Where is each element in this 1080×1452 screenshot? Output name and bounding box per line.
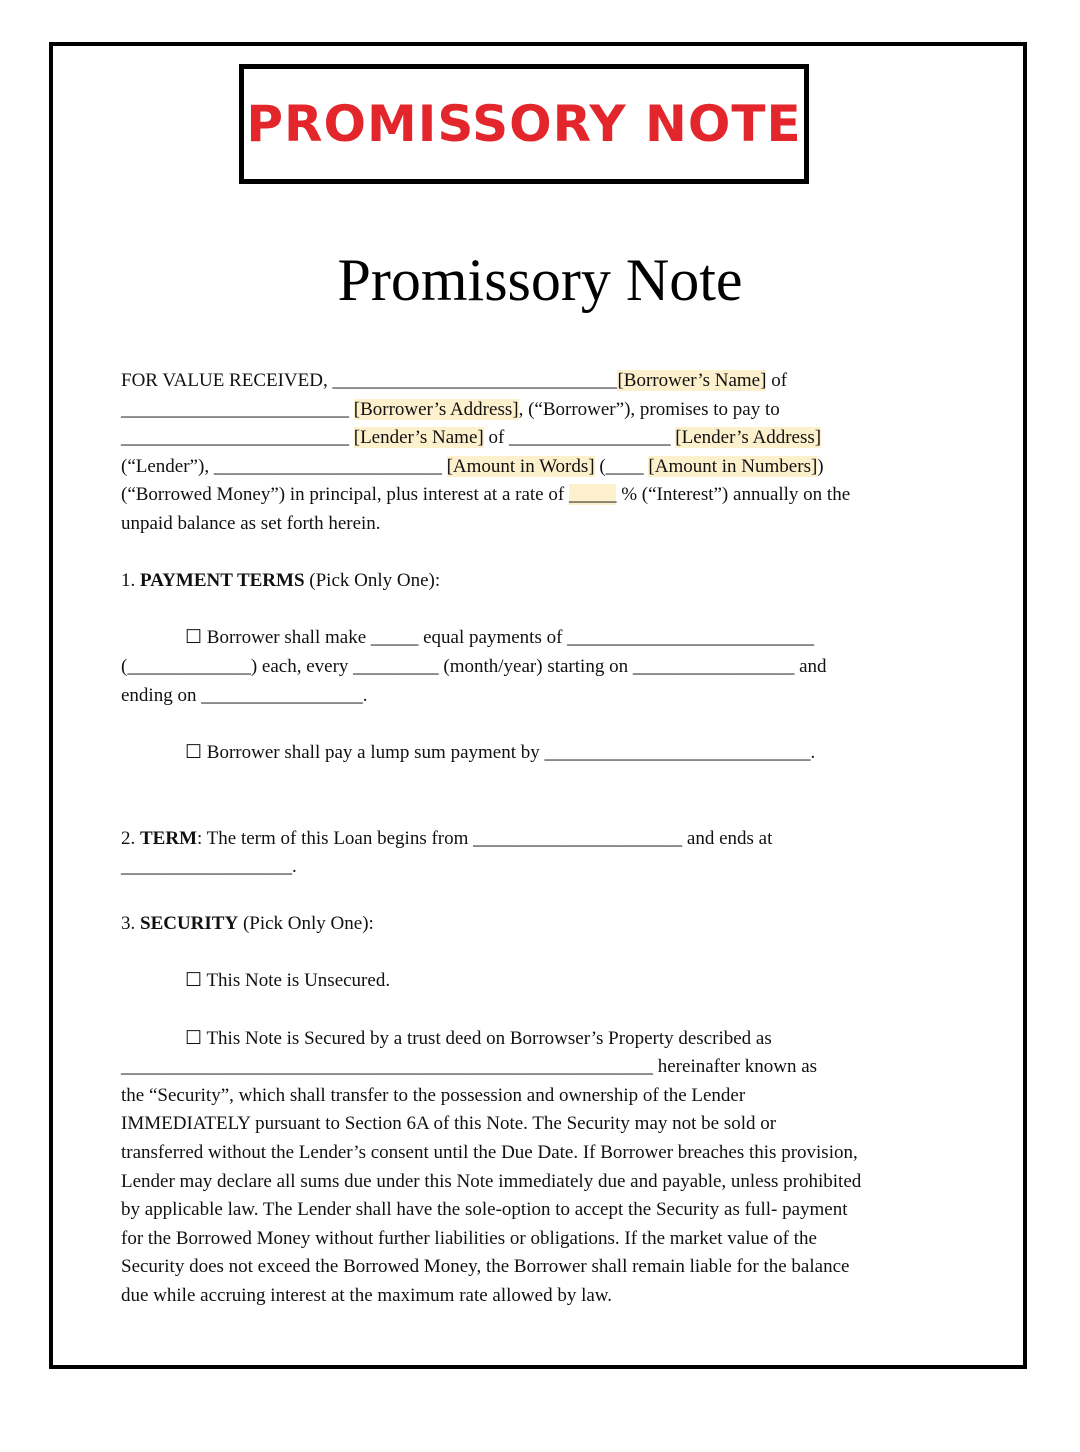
amount-words-field[interactable]: [Amount in Words] bbox=[446, 455, 595, 477]
interest-rate-field[interactable]: _____ bbox=[568, 484, 617, 506]
security-text-line: transferred without the Lender’s consent until the Due Date. If Borrower breaches this provision, bbox=[121, 1142, 858, 1164]
term-line: __________________. bbox=[121, 856, 297, 878]
payment-option-line: (_____________) each, every _________ (month/year) starting on _________________ and bbox=[121, 655, 827, 677]
security-option-unsecured[interactable]: ☐ This Note is Unsecured. bbox=[185, 970, 391, 992]
intro-line: (“Lender”), ________________________ [Amount in Words] (____ [Amount in Numbers]) bbox=[121, 455, 824, 477]
document-body bbox=[121, 367, 941, 1311]
document-title: Promissory Note bbox=[337, 247, 743, 313]
security-text-line: Lender may declare all sums due under this Note immediately due and payable, unless prohibited bbox=[121, 1170, 862, 1192]
security-text-line: ________________________________________________________ hereinafter known as bbox=[121, 1056, 818, 1078]
payment-option-installments[interactable]: ☐ Borrower shall make _____ equal payments of __________________________ bbox=[185, 627, 815, 649]
security-text-line: due while accruing interest at the maximum rate allowed by law. bbox=[121, 1285, 613, 1306]
security-text-line: IMMEDIATELY pursuant to Section 6A of this Note. The Security may not be sold or bbox=[121, 1113, 777, 1135]
amount-numbers-field[interactable]: [Amount in Numbers] bbox=[648, 455, 818, 477]
intro-line: ________________________ [Lender’s Name] of _________________ [Lender’s Address] bbox=[121, 427, 822, 449]
payment-option-line: ending on _________________. bbox=[121, 684, 368, 706]
intro-line: (“Borrowed Money”) in principal, plus interest at a rate of _____ % (“Interest”) annually on the bbox=[121, 484, 851, 506]
borrower-name-field[interactable]: [Borrower’s Name] bbox=[617, 370, 767, 391]
section-payment-terms-heading: 1. PAYMENT TERMS (Pick Only One): bbox=[121, 570, 441, 592]
intro-line: ________________________ [Borrower’s Address], (“Borrower”), promises to pay to bbox=[121, 398, 780, 420]
section-security-heading: 3. SECURITY (Pick Only One): bbox=[121, 913, 374, 935]
security-text-line: for the Borrowed Money without further liabilities or obligations. If the market value of the bbox=[121, 1227, 817, 1249]
banner-title: PROMISSORY NOTE bbox=[246, 95, 802, 153]
security-text-line: by applicable law. The Lender shall have the sole-option to accept the Security as full- payment bbox=[121, 1199, 848, 1221]
borrower-address-field[interactable]: [Borrower’s Address] bbox=[353, 398, 519, 420]
security-text-line: Security does not exceed the Borrowed Money, the Borrower shall remain liable for the balance bbox=[121, 1256, 850, 1278]
intro-line: unpaid balance as set forth herein. bbox=[121, 512, 381, 534]
security-text-line: the “Security”, which shall transfer to the possession and ownership of the Lender bbox=[121, 1084, 746, 1106]
lender-name-field[interactable]: [Lender’s Name] bbox=[353, 427, 484, 449]
security-option-secured[interactable]: ☐ This Note is Secured by a trust deed on Borrowser’s Property described as bbox=[185, 1027, 772, 1049]
intro-line: FOR VALUE RECEIVED, ______________________________[Borrower’s Name] of bbox=[121, 370, 788, 391]
section-term: 2. TERM: The term of this Loan begins from ______________________ and ends at bbox=[121, 827, 773, 849]
title-banner bbox=[239, 64, 809, 184]
lender-address-field[interactable]: [Lender’s Address] bbox=[675, 427, 822, 449]
payment-option-lump-sum[interactable]: ☐ Borrower shall pay a lump sum payment by ____________________________. bbox=[185, 741, 816, 763]
